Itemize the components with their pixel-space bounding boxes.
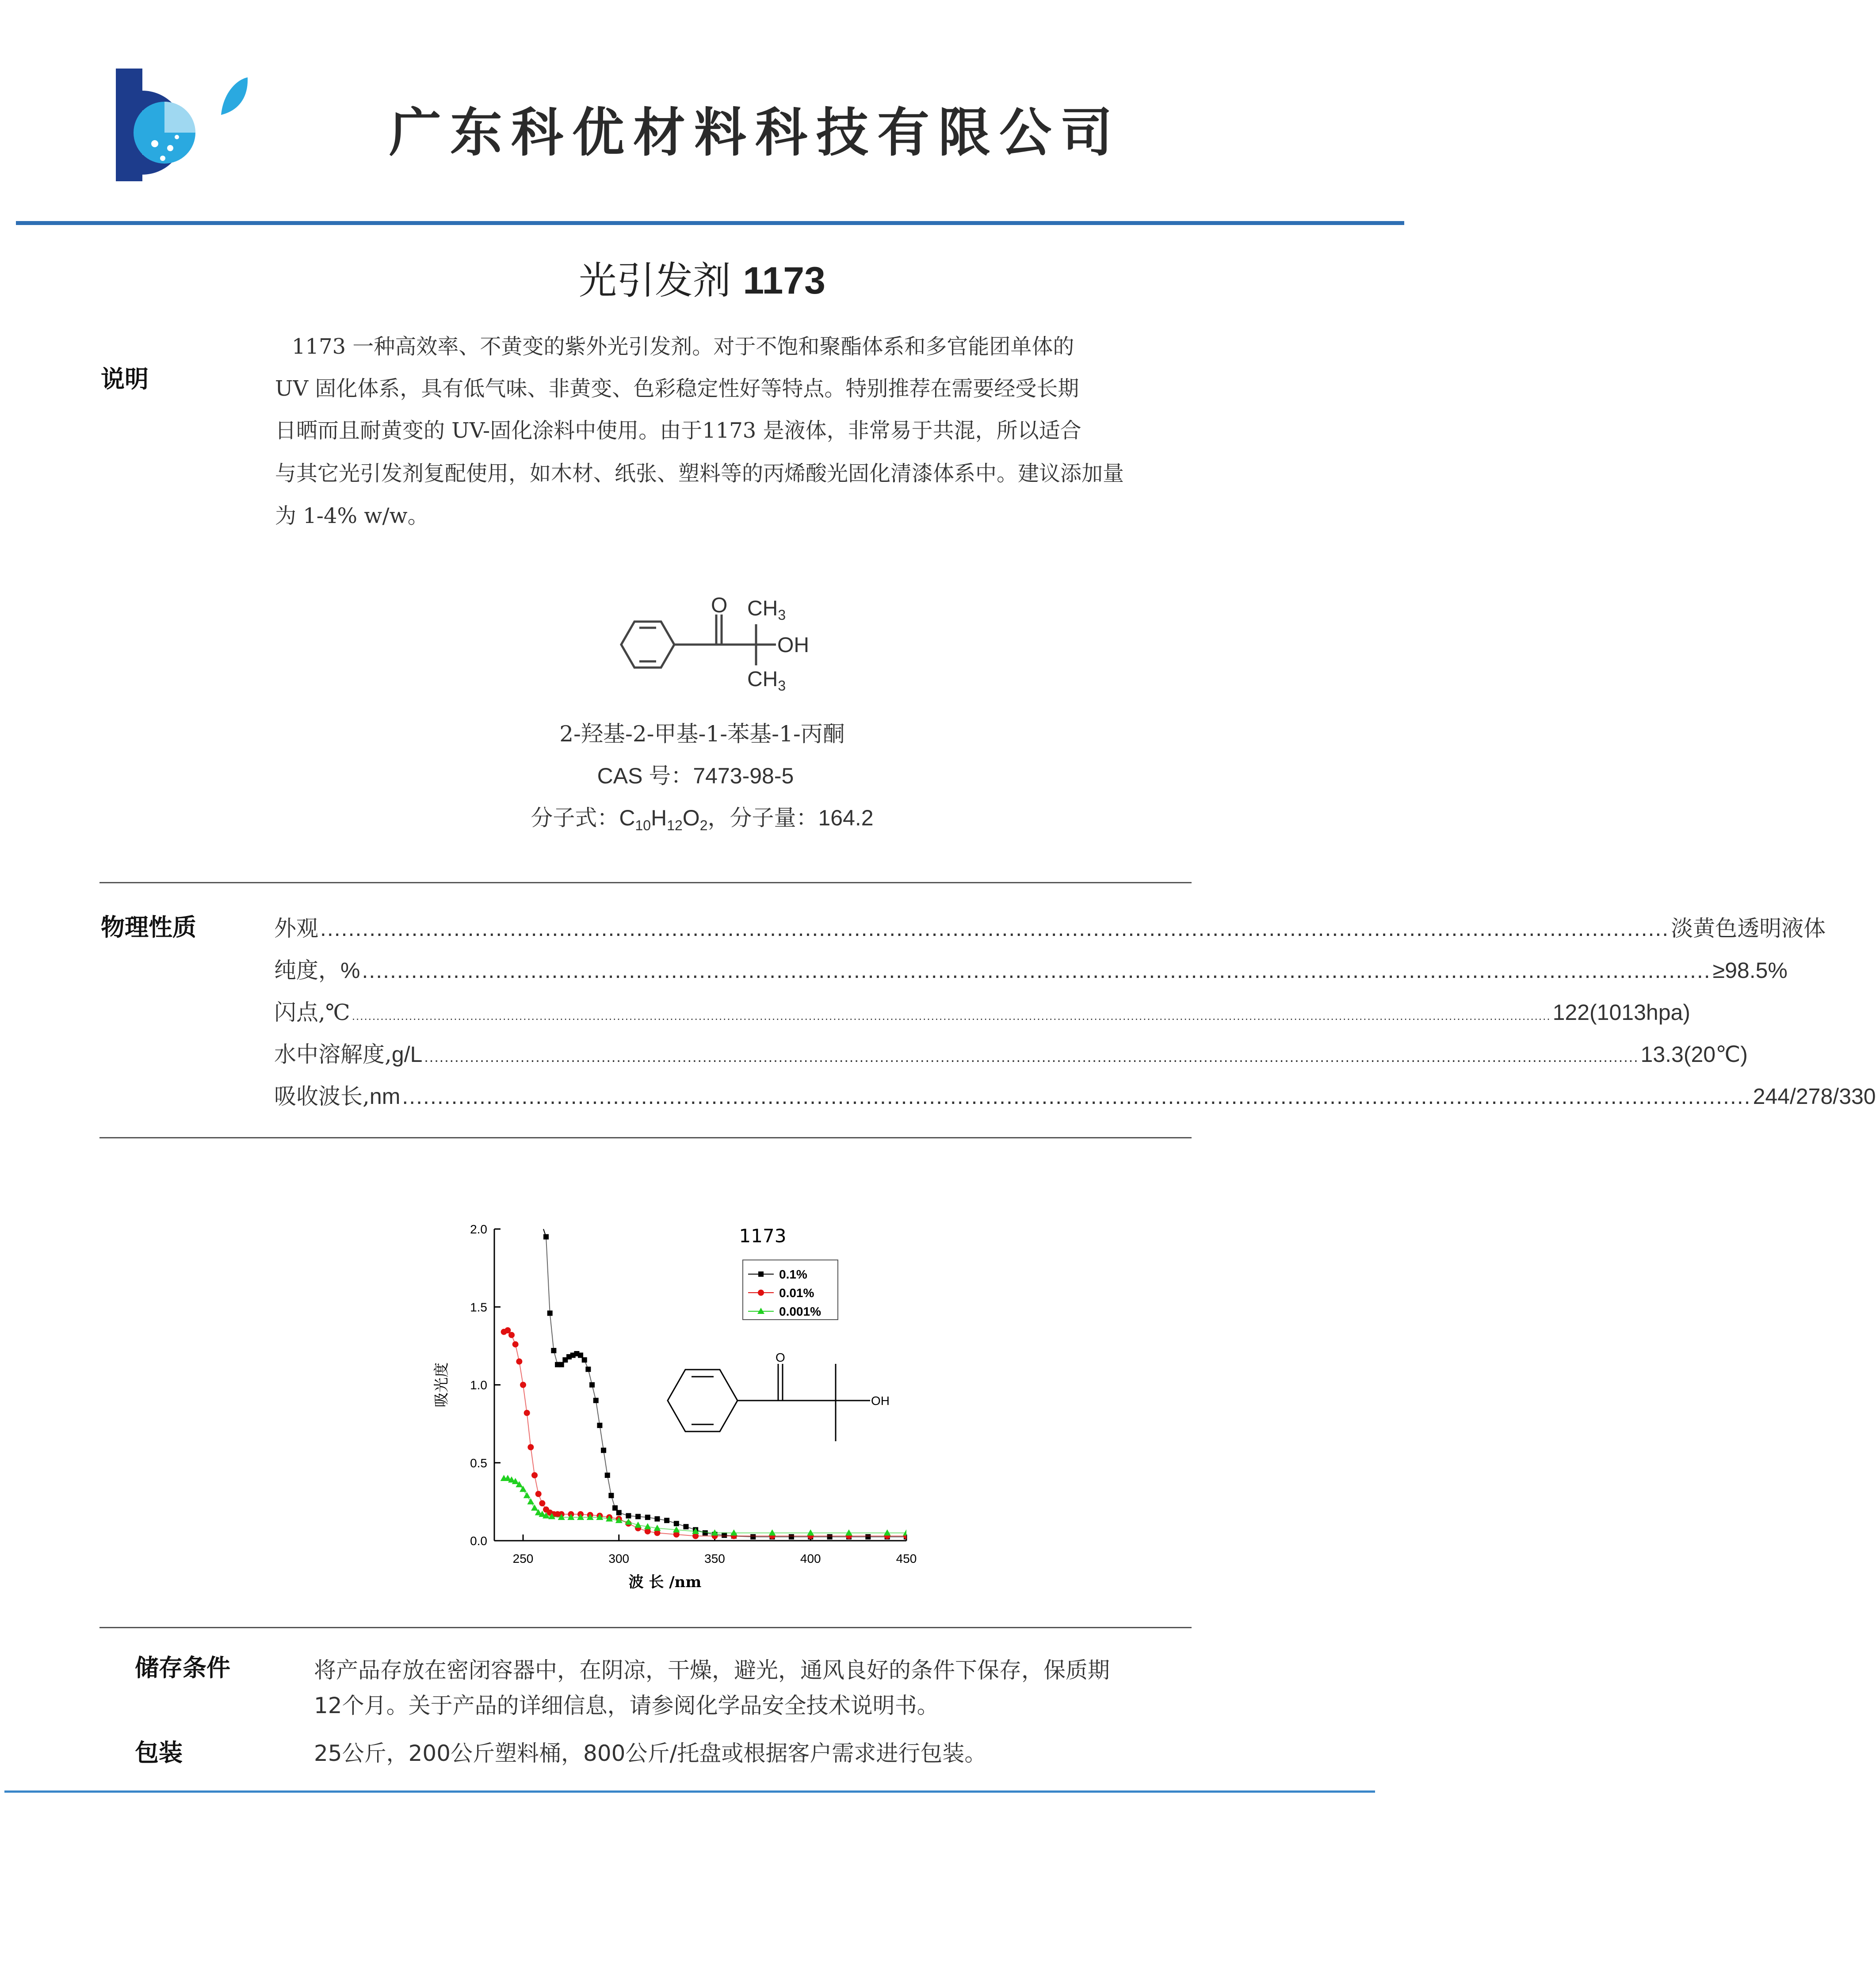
legend-label: 0.1% [779, 1267, 807, 1281]
x-tick-label: 250 [512, 1552, 534, 1565]
y-tick-label: 1.0 [470, 1378, 487, 1392]
section-divider [99, 1627, 1192, 1628]
property-label: 吸收波长,nm [274, 1084, 401, 1109]
section-divider [99, 1137, 1192, 1138]
y-tick-label: 0.0 [470, 1534, 487, 1548]
data-point [683, 1524, 688, 1529]
property-value: 淡黄色透明液体 [1671, 916, 1826, 941]
chemical-name: 2-羟基-2-甲基-1-苯基-1-丙酮 [559, 721, 845, 747]
data-point [645, 1515, 650, 1520]
data-point [520, 1382, 526, 1388]
inset-structure [668, 1364, 870, 1441]
property-value: 13.3(20℃) [1640, 1042, 1748, 1067]
data-point [589, 1382, 595, 1388]
leader-dots: ................................................................................................................................................................................................ [402, 1084, 1751, 1109]
data-point [508, 1332, 515, 1338]
atom-ch3-bottom: $CH_3$ [747, 668, 786, 694]
data-point [654, 1516, 660, 1522]
title-number: 1173 [743, 260, 825, 302]
data-point [512, 1341, 519, 1348]
data-point [531, 1504, 538, 1511]
y-axis-label: 吸光度 [433, 1362, 451, 1408]
data-point [578, 1353, 583, 1358]
legend-label: 0.001% [779, 1305, 821, 1318]
mw-label: ，分子量： [707, 805, 818, 831]
description-line-1: 1173 一种高效率、不黄变的紫外光引发剂。对于不饱和聚酯体系和多官能团单体的 [292, 334, 1074, 359]
x-axis-label: 波 长 /nm [628, 1573, 702, 1591]
cas-label: CAS 号： [597, 763, 693, 788]
data-point [593, 1398, 599, 1403]
y-tick-label: 2.0 [470, 1222, 487, 1236]
legend-marker [758, 1271, 764, 1277]
storage-label: 储存条件 [135, 1654, 230, 1682]
data-point [616, 1510, 622, 1515]
description-line-2: UV 固化体系，具有低气味、非黄变、色彩稳定性好等特点。特别推荐在需要经受长期 [275, 376, 1079, 401]
data-point [523, 1492, 531, 1498]
data-point [601, 1448, 606, 1453]
atom-o: O [711, 594, 728, 617]
title-cn: 光引发剂 [579, 259, 731, 303]
data-point [531, 1472, 538, 1478]
property-label: 水中溶解度,g/L [274, 1042, 423, 1067]
formula-line [0, 800, 1404, 834]
legend-marker [758, 1290, 764, 1296]
data-point [635, 1514, 641, 1519]
description-line-3: 日晒而且耐黄变的 UV-固化涂料中使用。由于1173 是液体，非常易于共混，所以适合 [275, 418, 1081, 443]
inset-atom-oh: OH [871, 1394, 890, 1408]
data-point [865, 1534, 871, 1539]
data-point [612, 1505, 618, 1511]
x-tick-label: 450 [896, 1552, 917, 1565]
chart-title: 1173 [739, 1225, 787, 1247]
storage-line-2: 12个月。关于产品的详细信息，请参阅化学品安全技术说明书。 [314, 1693, 939, 1718]
legend-label: 0.01% [779, 1286, 814, 1300]
property-row [274, 953, 1788, 983]
plot-area [501, 1229, 910, 1539]
atom-ch3-top: $CH_3$ [747, 597, 786, 623]
property-value: ≥98.5% [1712, 958, 1788, 983]
series-line [504, 1478, 906, 1533]
data-point [527, 1498, 534, 1504]
property-label: 外观 [274, 916, 318, 941]
property-row [274, 911, 1826, 941]
chart-legend [743, 1260, 838, 1320]
data-point [547, 1310, 553, 1316]
leader-dots: ...................................................................................................................................................................................................................................................................................................... [352, 1009, 1551, 1023]
data-point [626, 1513, 631, 1519]
data-point [551, 1348, 556, 1353]
data-point [539, 1500, 545, 1506]
data-point [703, 1530, 708, 1535]
property-row [274, 1079, 1876, 1109]
storage-line-1: 将产品存放在密闭容器中，在阴凉，干燥，避光，通风良好的条件下保存，保质期 [314, 1657, 1110, 1683]
formula-label: 分子式： [531, 805, 619, 831]
mw-value: 164.2 [818, 805, 874, 830]
data-point [605, 1473, 610, 1478]
structure-diagram [610, 592, 831, 699]
description-line-5: 为 1-4% w/w。 [275, 504, 429, 528]
data-point [585, 1367, 591, 1372]
property-label: 纯度，% [274, 958, 360, 983]
data-point [527, 1444, 534, 1451]
leader-dots: ................................................................................................................................................................................................ [362, 958, 1711, 983]
header-divider [16, 221, 1404, 225]
company-logo [111, 66, 252, 186]
description-label: 说明 [101, 365, 149, 393]
data-point [664, 1518, 669, 1523]
packaging-label: 包装 [135, 1739, 183, 1767]
property-row [274, 1037, 1748, 1067]
property-value: 244/278/330 [1753, 1084, 1876, 1109]
data-point [750, 1534, 756, 1539]
data-point [559, 1362, 564, 1367]
data-point [582, 1357, 587, 1363]
data-point [597, 1423, 602, 1428]
uv-absorption-chart [398, 1211, 955, 1600]
packaging-text: 25公斤，200公斤塑料桶，800公斤/托盘或根据客户需求进行包装。 [314, 1741, 987, 1766]
molecular-formula: $C_{10}H_{12}O_2$ [619, 805, 708, 833]
data-point [827, 1534, 833, 1539]
description-line-4: 与其它光引发剂复配使用，如木材、纸张、塑料等的丙烯酸光固化清漆体系中。建议添加量 [275, 461, 1124, 486]
data-point [789, 1534, 794, 1539]
x-tick-label: 400 [800, 1552, 821, 1565]
inset-atom-o: O [776, 1351, 785, 1364]
data-point [608, 1493, 614, 1498]
property-label: 闪点,℃ [274, 1000, 350, 1025]
property-value: 122(1013hpa) [1552, 1000, 1690, 1025]
leader-dots: ................................................................................................................................................................................................ [320, 916, 1670, 941]
data-point [674, 1521, 679, 1526]
property-row [274, 995, 1690, 1025]
cas-line [0, 758, 1404, 790]
y-tick-label: 1.5 [470, 1300, 487, 1314]
footer-divider [4, 1790, 1375, 1793]
properties-label: 物理性质 [101, 913, 196, 941]
company-name: 广东科优材料科技有限公司 [389, 102, 1122, 163]
cas-value: 7473-98-5 [693, 763, 794, 788]
data-point [722, 1533, 727, 1538]
section-divider [99, 882, 1192, 883]
y-tick-label: 0.5 [470, 1456, 487, 1470]
series-line [546, 1237, 906, 1537]
document-title [0, 250, 1404, 305]
x-tick-label: 300 [608, 1552, 630, 1565]
data-point [516, 1359, 522, 1365]
atom-oh: OH [777, 634, 809, 657]
data-point [535, 1491, 542, 1497]
leader-dots: ................................................................................................................................................................................................................................................ [424, 1049, 1639, 1065]
x-tick-label: 350 [704, 1552, 725, 1565]
data-point [524, 1410, 530, 1416]
